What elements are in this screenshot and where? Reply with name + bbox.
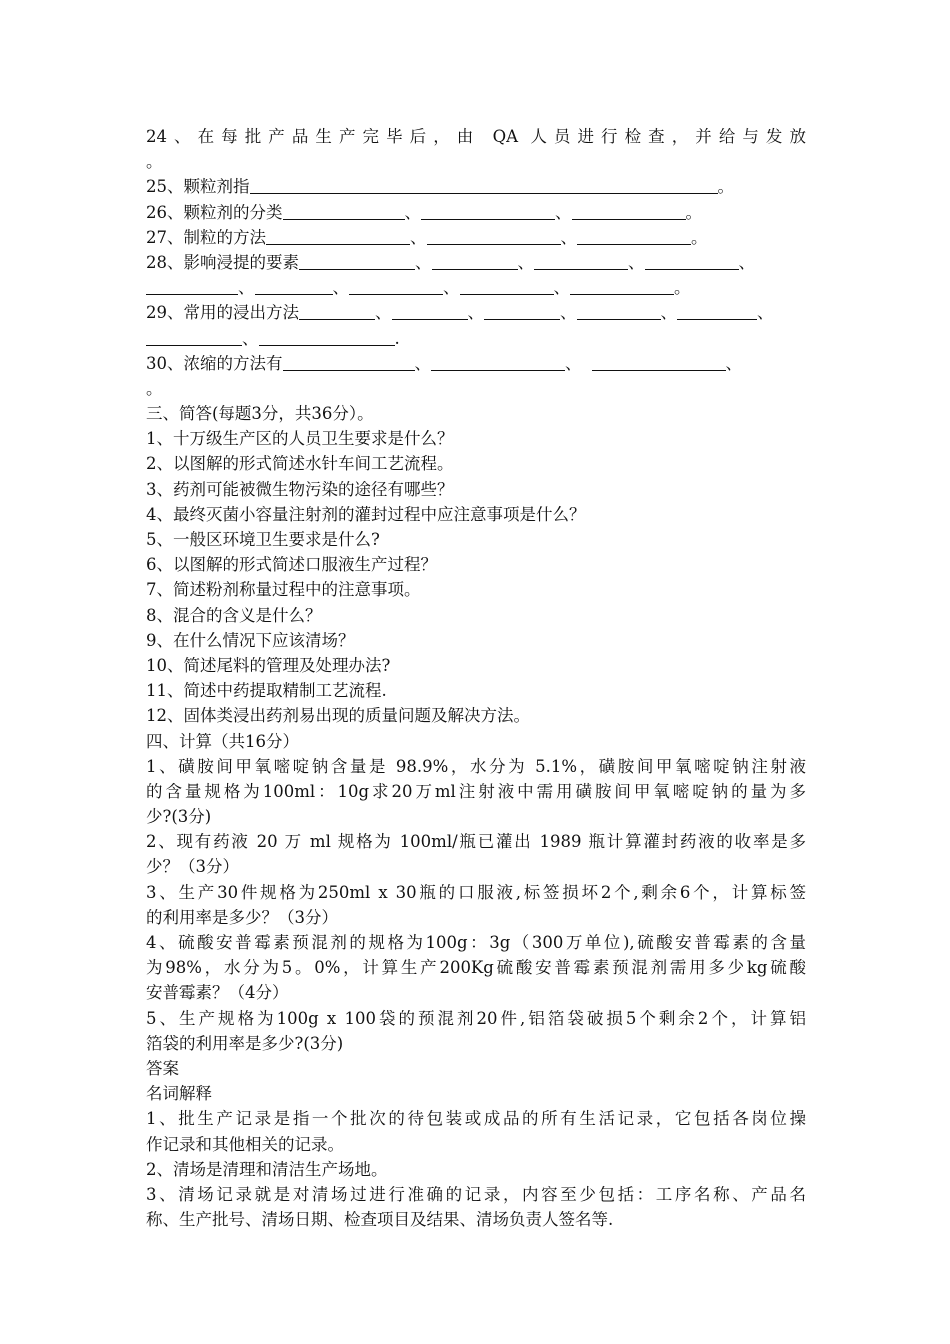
question-25: [146, 174, 806, 199]
question-25-end: 。: [717, 177, 734, 197]
separator: 、: [757, 303, 774, 323]
answer-blank[interactable]: [592, 353, 726, 371]
answer-blank[interactable]: [255, 277, 333, 295]
answer-blank[interactable]: [146, 277, 238, 295]
calc-q1-line: 少?(3分): [146, 807, 212, 827]
section-heading-calculation: 四、计算（共16分）: [146, 731, 299, 751]
separator: .: [394, 328, 400, 348]
separator: 、: [517, 252, 534, 272]
separator: 。: [685, 202, 702, 222]
answer-blank[interactable]: [534, 252, 628, 270]
question-29-cont: [146, 326, 806, 351]
document-page: [146, 124, 806, 1232]
question-28: [146, 250, 806, 275]
separator: 、: [415, 252, 432, 272]
separator: 、: [555, 202, 572, 222]
separator: 、: [553, 278, 570, 298]
calc-q4-line: 为98%，水分为5。0%，计算生产200Kg硫酸安普霉素预混剂需用多少kg硫酸: [146, 958, 806, 978]
answers-heading: 答案: [146, 1058, 179, 1078]
answer-blank[interactable]: [259, 328, 395, 346]
separator: 、: [660, 303, 677, 323]
answer-blank[interactable]: [431, 353, 565, 371]
answer-blank[interactable]: [392, 302, 468, 320]
answer-blank[interactable]: [484, 302, 560, 320]
separator: 、: [467, 303, 484, 323]
question-28-text: 28、影响浸提的要素: [146, 252, 299, 272]
calc-q4-line: 安普霉素？（4分）: [146, 983, 289, 1003]
separator: 。: [674, 278, 691, 298]
calc-q2-line: 少？（3分）: [146, 857, 239, 877]
answer-1-line: 作记录和其他相关的记录。: [146, 1134, 344, 1154]
answer-blank[interactable]: [421, 202, 555, 220]
answer-3-line: 3、清场记录就是对清场过进行准确的记录，内容至少包括：工序名称、产品名: [146, 1184, 806, 1204]
question-24: 24、在每批产品生产完毕后，由 QA 人员进行检查，并给与发放: [146, 127, 806, 146]
separator: 、: [332, 278, 349, 298]
answer-blank[interactable]: [299, 302, 375, 320]
separator: 、: [738, 252, 755, 272]
short-answer-item: 1、十万级生产区的人员卫生要求是什么？: [146, 429, 454, 449]
answer-blank[interactable]: [283, 202, 405, 220]
short-answer-item: 7、简述粉剂称量过程中的注意事项。: [146, 580, 421, 600]
answers-subheading: 名词解释: [146, 1084, 212, 1104]
question-24-end: 。: [146, 152, 163, 172]
short-answer-item: 11、简述中药提取精制工艺流程.: [146, 681, 387, 701]
question-30-end: 。: [146, 378, 163, 398]
short-answer-item: 5、一般区环境卫生要求是什么?: [146, 530, 380, 549]
calc-q1-line: 1、磺胺间甲氧嘧啶钠含量是 98.9%，水分为 5.1%，磺胺间甲氧嘧啶钠注射液: [146, 756, 806, 776]
question-27: [146, 225, 806, 250]
separator: 、: [628, 252, 645, 272]
separator: 、: [404, 202, 421, 222]
separator: 、: [725, 353, 742, 373]
separator: 、: [560, 227, 577, 247]
answer-blank[interactable]: [577, 302, 661, 320]
answer-blank[interactable]: [299, 252, 415, 270]
separator: 、: [410, 227, 427, 247]
separator: 、: [242, 328, 259, 348]
calc-q1-line: 的含量规格为100ml：10g求20万ml注射液中需用磺胺间甲氧嘧啶钠的量为多: [146, 781, 806, 801]
short-answer-item: 12、固体类浸出药剂易出现的质量问题及解决方法。: [146, 706, 530, 726]
question-28-cont: [146, 275, 806, 300]
question-29: [146, 300, 806, 325]
question-27-text: 27、制粒的方法: [146, 227, 266, 247]
answer-blank[interactable]: [577, 227, 691, 245]
short-answer-item: 3、药剂可能被微生物污染的途径有哪些？: [146, 479, 454, 499]
calc-q4-line: 4、硫酸安普霉素预混剂的规格为100g：3g（300万单位),硫酸安普霉素的含量: [146, 933, 806, 952]
answer-blank[interactable]: [146, 328, 242, 346]
answer-blank[interactable]: [266, 227, 410, 245]
separator: 、: [375, 303, 392, 323]
answer-blank[interactable]: [572, 202, 686, 220]
question-26: [146, 200, 806, 225]
answer-blank[interactable]: [570, 277, 674, 295]
answer-blank[interactable]: [677, 302, 757, 320]
answer-blank[interactable]: [645, 252, 739, 270]
short-answer-item: 2、以图解的形式简述水针车间工艺流程。: [146, 454, 454, 474]
answer-blank[interactable]: [250, 176, 718, 194]
separator: 、: [565, 353, 582, 373]
short-answer-item: 4、最终灭菌小容量注射剂的灌封过程中应注意事项是什么？: [146, 504, 586, 524]
short-answer-item: 8、混合的含义是什么？: [146, 605, 322, 625]
calc-q2-line: 2、现有药液 20 万 ml 规格为 100ml/瓶已灌出 1989 瓶计算灌封药液的收率是多: [146, 832, 806, 852]
calc-q3-line: 的利用率是多少？（3分）: [146, 907, 338, 927]
answer-blank[interactable]: [460, 277, 554, 295]
separator: 、: [414, 353, 431, 373]
answer-blank[interactable]: [427, 227, 561, 245]
question-29-text: 29、常用的浸出方法: [146, 303, 299, 323]
section-heading-short-answer: 三、简答(每题3分，共36分）。: [146, 404, 374, 424]
answer-3-line: 称、生产批号、清场日期、检查项目及结果、清场负责人签名等.: [146, 1210, 614, 1230]
question-26-text: 26、颗粒剂的分类: [146, 202, 283, 222]
question-30: [146, 351, 806, 376]
short-answer-item: 10、简述尾料的管理及处理办法?: [146, 655, 391, 675]
question-30-text: 30、浓缩的方法有: [146, 353, 283, 373]
short-answer-item: 9、在什么情况下应该清场？: [146, 630, 355, 650]
answer-blank[interactable]: [283, 353, 415, 371]
separator: 。: [691, 227, 708, 247]
answer-2: 2、清场是清理和清洁生产场地。: [146, 1159, 388, 1179]
calc-q5-line: 箔袋的利用率是多少?(3分): [146, 1033, 344, 1053]
separator: 、: [238, 278, 255, 298]
separator: 、: [560, 303, 577, 323]
separator: 、: [443, 278, 460, 298]
short-answer-item: 6、以图解的形式简述口服液生产过程？: [146, 555, 437, 575]
calc-q5-line: 5、生产规格为100g x 100袋的预混剂20件,铝箔袋破损5个剩余2个，计算铝: [146, 1008, 806, 1028]
answer-1-line: 1、批生产记录是指一个批次的待包装或成品的所有生活记录，它包括各岗位操: [146, 1109, 806, 1129]
question-25-text: 25、颗粒剂指: [146, 177, 250, 197]
answer-blank[interactable]: [349, 277, 443, 295]
calc-q3-line: 3、生产30件规格为250ml x 30瓶的口服液,标签损坏2个,剩余6个，计算标签: [146, 882, 806, 902]
answer-blank[interactable]: [432, 252, 518, 270]
